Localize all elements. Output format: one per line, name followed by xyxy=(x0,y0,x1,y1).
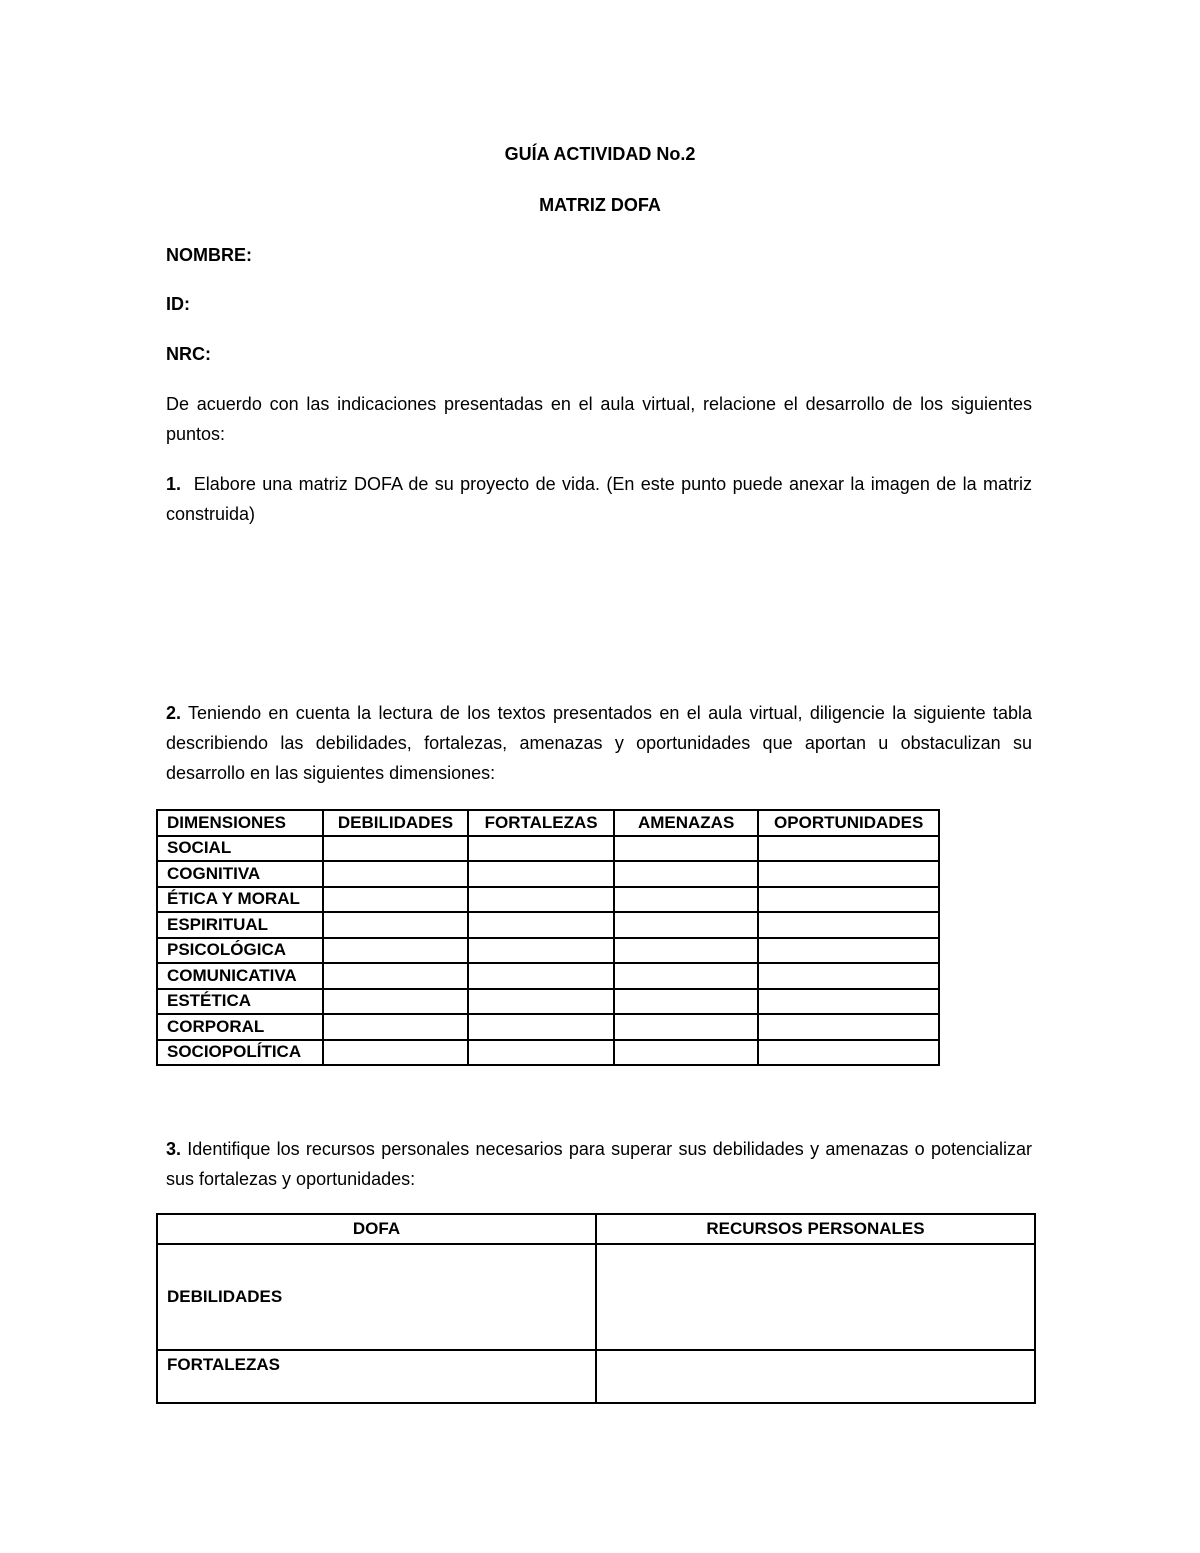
table-cell[interactable] xyxy=(323,912,469,938)
table-row xyxy=(157,836,939,862)
dimension-label: SOCIOPOLÍTICA xyxy=(157,1040,323,1066)
table-cell[interactable] xyxy=(758,1014,939,1040)
resource-cell-debilidades[interactable] xyxy=(596,1244,1035,1350)
table-cell[interactable] xyxy=(468,1040,614,1066)
table-row xyxy=(157,963,939,989)
dimension-label: ESPIRITUAL xyxy=(157,912,323,938)
dimension-label: CORPORAL xyxy=(157,1014,323,1040)
table-cell[interactable] xyxy=(468,938,614,964)
table-cell[interactable] xyxy=(468,912,614,938)
header-dofa: DOFA xyxy=(157,1214,596,1244)
dimension-label: SOCIAL xyxy=(157,836,323,862)
point-2-number: 2. xyxy=(166,703,182,723)
table-cell[interactable] xyxy=(323,836,469,862)
table-row xyxy=(157,887,939,913)
dimensions-table xyxy=(156,809,940,1066)
table-row xyxy=(157,912,939,938)
table-cell[interactable] xyxy=(323,938,469,964)
table-cell[interactable] xyxy=(323,989,469,1015)
table-cell[interactable] xyxy=(758,963,939,989)
dimensions-table-body xyxy=(157,836,939,1066)
table-cell[interactable] xyxy=(758,887,939,913)
dimension-label: ÉTICA Y MORAL xyxy=(157,887,323,913)
table-cell[interactable] xyxy=(468,963,614,989)
field-id: ID: xyxy=(166,294,190,314)
point-1-number: 1. xyxy=(166,474,182,494)
table-cell[interactable] xyxy=(758,861,939,887)
table-cell[interactable] xyxy=(323,861,469,887)
field-nrc: NRC: xyxy=(166,344,211,364)
row-label-fortalezas: FORTALEZAS xyxy=(157,1350,596,1403)
table-row xyxy=(157,1014,939,1040)
table-cell[interactable] xyxy=(758,1040,939,1066)
point-3-text: Identifique los recursos personales necesarios para superar sus debilidades y amenazas o potencializar sus fortalezas y oportunidades: xyxy=(166,1139,1032,1189)
point-3 xyxy=(166,1134,1032,1194)
point-2 xyxy=(166,698,1032,788)
table-row xyxy=(157,1040,939,1066)
dimension-label: COGNITIVA xyxy=(157,861,323,887)
dimension-label: COMUNICATIVA xyxy=(157,963,323,989)
table-cell[interactable] xyxy=(323,887,469,913)
document-title: GUÍA ACTIVIDAD No.2 xyxy=(504,144,696,164)
row-label-debilidades: DEBILIDADES xyxy=(157,1244,596,1350)
table-cell[interactable] xyxy=(468,989,614,1015)
dimension-label: PSICOLÓGICA xyxy=(157,938,323,964)
table-cell[interactable] xyxy=(468,836,614,862)
point-2-text: Teniendo en cuenta la lectura de los textos presentados en el aula virtual, diligencie la siguiente tabla describiendo las debilidades, fortalezas, amenazas y oportunidades que aportan u obstaculizan su desarrollo en las siguientes dimensiones: xyxy=(166,703,1032,783)
table-cell[interactable] xyxy=(468,887,614,913)
table-header-row xyxy=(157,1214,1035,1244)
table-row xyxy=(157,861,939,887)
resource-cell-fortalezas[interactable] xyxy=(596,1350,1035,1403)
table-cell[interactable] xyxy=(614,938,758,964)
table-cell[interactable] xyxy=(614,1040,758,1066)
table-row xyxy=(157,989,939,1015)
table-cell[interactable] xyxy=(758,912,939,938)
header-debilidades: DEBILIDADES xyxy=(323,810,469,836)
dimension-label: ESTÉTICA xyxy=(157,989,323,1015)
header-dimensiones: DIMENSIONES xyxy=(157,810,323,836)
table-cell[interactable] xyxy=(758,836,939,862)
header-recursos-personales: RECURSOS PERSONALES xyxy=(596,1214,1035,1244)
table-cell[interactable] xyxy=(323,1040,469,1066)
point-3-number: 3. xyxy=(166,1139,182,1159)
header-oportunidades: OPORTUNIDADES xyxy=(758,810,939,836)
table-cell[interactable] xyxy=(323,1014,469,1040)
intro-paragraph xyxy=(166,389,1032,449)
table-cell[interactable] xyxy=(614,912,758,938)
table-cell[interactable] xyxy=(614,963,758,989)
table-cell[interactable] xyxy=(323,963,469,989)
point-1-text: Elabore una matriz DOFA de su proyecto de vida. (En este punto puede anexar la imagen de la matriz construida) xyxy=(166,474,1032,524)
table-cell[interactable] xyxy=(614,1014,758,1040)
resources-table xyxy=(156,1213,1036,1404)
intro-text: De acuerdo con las indicaciones presentadas en el aula virtual, relacione el desarrollo de los siguientes puntos: xyxy=(166,394,1032,444)
point-1 xyxy=(166,469,1032,529)
table-cell[interactable] xyxy=(468,861,614,887)
table-row xyxy=(157,938,939,964)
table-row xyxy=(157,1350,1035,1403)
table-cell[interactable] xyxy=(468,1014,614,1040)
table-row xyxy=(157,1244,1035,1350)
table-cell[interactable] xyxy=(614,887,758,913)
table-cell[interactable] xyxy=(614,861,758,887)
table-cell[interactable] xyxy=(758,989,939,1015)
table-header-row xyxy=(157,810,939,836)
field-nombre: NOMBRE: xyxy=(166,245,252,265)
table-cell[interactable] xyxy=(614,989,758,1015)
header-fortalezas: FORTALEZAS xyxy=(468,810,614,836)
table-cell[interactable] xyxy=(758,938,939,964)
header-amenazas: AMENAZAS xyxy=(614,810,758,836)
table-cell[interactable] xyxy=(614,836,758,862)
document-subtitle: MATRIZ DOFA xyxy=(539,195,661,215)
